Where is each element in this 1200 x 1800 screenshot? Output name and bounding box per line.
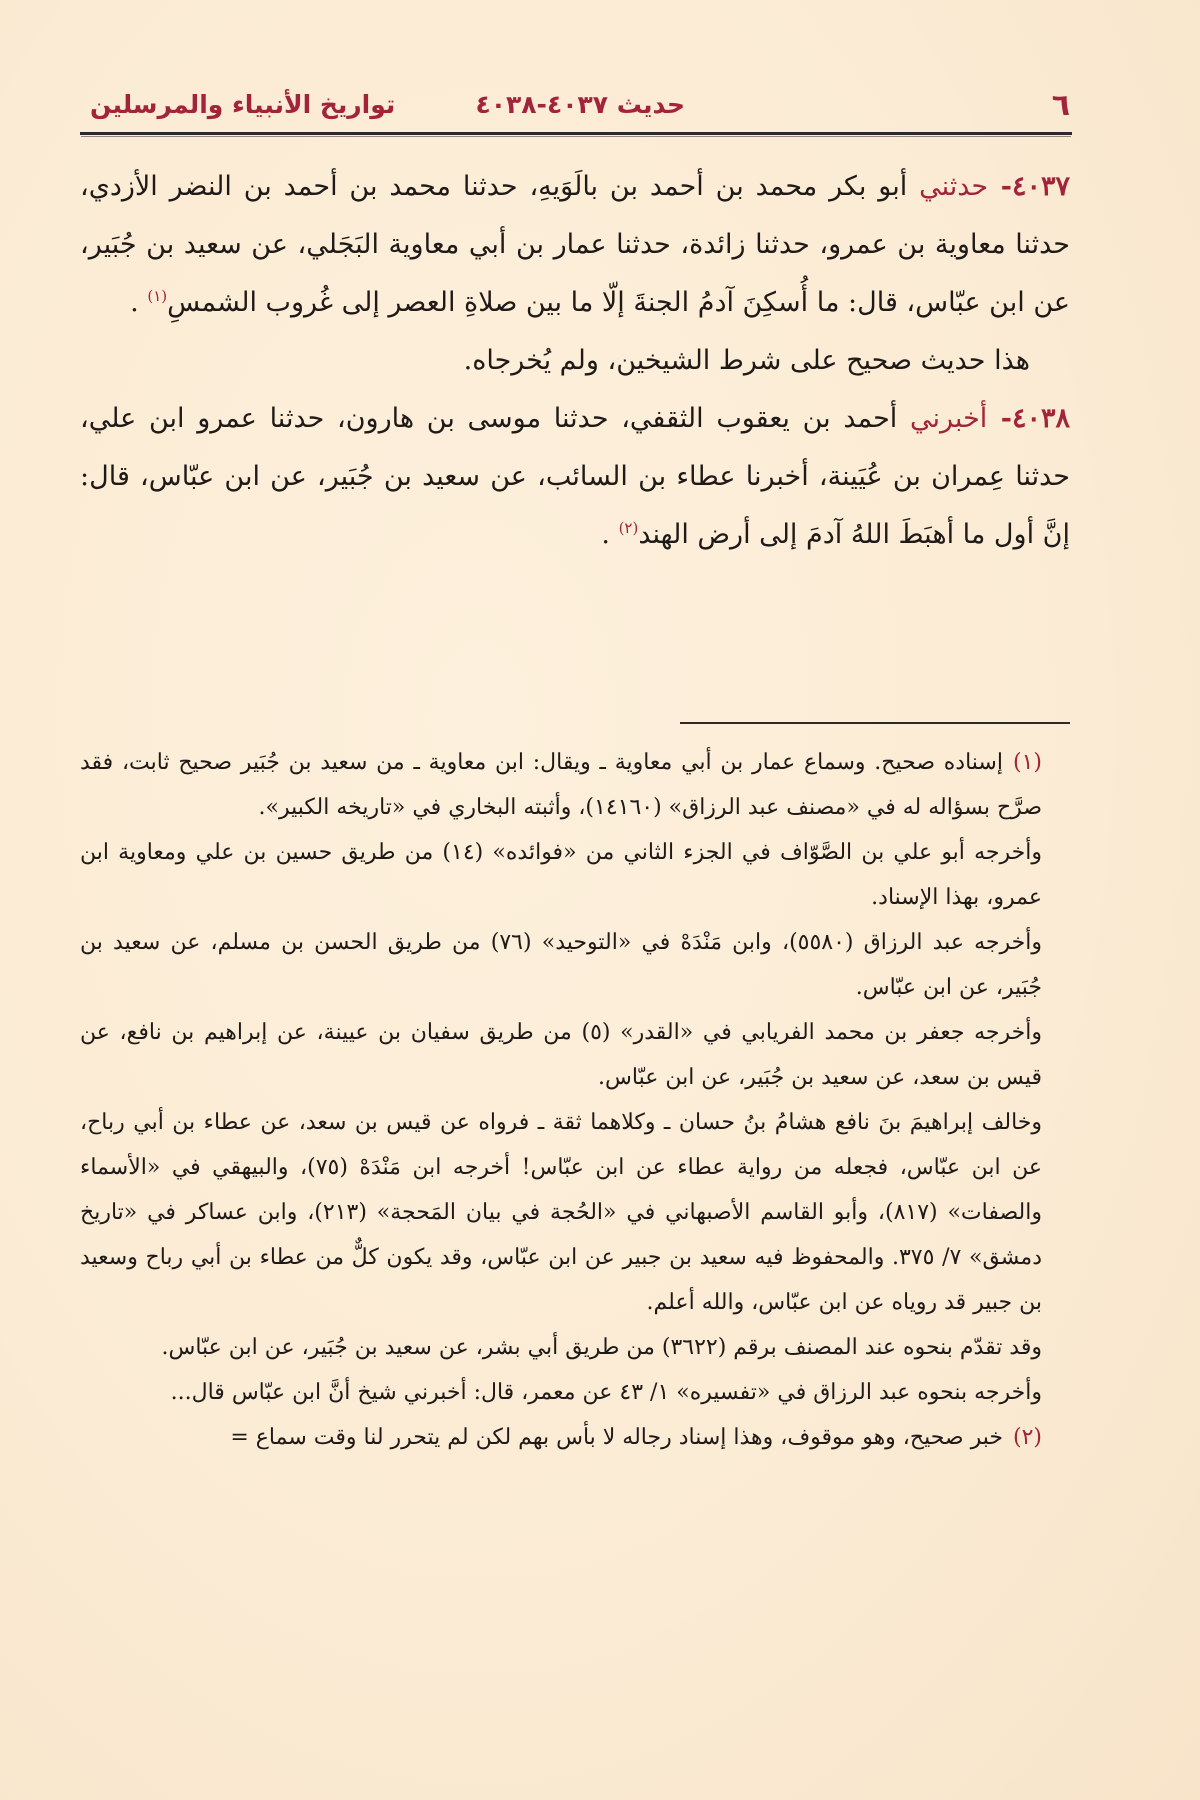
footnote-number: (٢): [1012, 1425, 1042, 1450]
hadith-text: أحمد بن يعقوب الثقفي، حدثنا موسى بن هارون، حدثنا عمرو ابن علي، حدثنا عِمران بن عُيَينة، أخبرنا عطاء بن السائب، عن سعيد بن جُبَير، عن ابن عبّاس، قال: إنَّ أول ما أهبَطَ اللهُ آدمَ إلى أرض الهند: [80, 403, 1070, 550]
footnote-paragraph: وأخرجه بنحوه عبد الرزاق في «تفسيره» ١/ ٤٣ عن معمر، قال: أخبرني شيخ أنَّ ابن عبّاس قال...: [170, 1380, 1042, 1405]
page-number: ٦: [1051, 88, 1070, 123]
footnote-paragraph: وخالف إبراهيمَ بنَ نافع هشامُ بنُ حسان ـ وكلاهما ثقة ـ فرواه عن قيس بن سعد، عن عطاء بن أبي رباح، عن ابن عبّاس، فجعله من رواية عطاء عن ابن عبّاس! أخرجه ابن مَنْدَهْ (٧٥)، والبيهقي في «الأسماء والصفات» (٨١٧)، وأبو القاسم الأصبهاني في «الحُجة في بيان المَحجة» (٢١٣)، وابن عساكر في «تاريخ دمشق» ٧/ ٣٧٥. والمحفوظ فيه سعيد بن جبير عن ابن عبّاس، وقد يكون كلٌّ من عطاء بن أبي رباح وسعيد بن جبير قد روياه عن ابن عبّاس، والله أعلم.: [80, 1110, 1043, 1315]
book-title: تواريخ الأنبياء والمرسلين: [90, 90, 396, 119]
running-header: [80, 88, 1070, 124]
hadith-number: ٤٠٣٨-: [987, 403, 1070, 434]
footnote-paragraph: وأخرجه عبد الرزاق (٥٥٨٠)، وابن مَنْدَهْ في «التوحيد» (٧٦) من طريق الحسن بن مسلم، عن سعيد بن جُبَير، عن ابن عبّاس.: [80, 930, 1042, 1000]
footnote-2: (٢)خبر صحيح، وهو موقوف، وهذا إسناد رجاله لا بأس بهم لكن لم يتحرر لنا وقت سماع =: [230, 1425, 1042, 1450]
footnote-ref-2[interactable]: (٢): [618, 519, 639, 537]
footnote-paragraph: وأخرجه جعفر بن محمد الفريابي في «القدر» (٥) من طريق سفيان بن عيينة، عن إبراهيم بن نافع، عن قيس بن سعد، عن سعيد بن جُبَير، عن ابن عبّاس.: [80, 1020, 1042, 1090]
hadith-4038: ٤٠٣٨- أخبرني أحمد بن يعقوب الثقفي، حدثنا موسى بن هارون، حدثنا عمرو ابن علي، حدثنا عِمران بن عُيَينة، أخبرنا عطاء بن السائب، عن سعيد بن جُبَير، عن ابن عبّاس، قال: إنَّ أول ما أهبَطَ اللهُ آدمَ إلى أرض الهند$^{(٢)}$ .: [80, 403, 1070, 550]
hadith-number: ٤٠٣٧-: [988, 171, 1070, 202]
transmission-verb: أخبرني: [910, 403, 988, 434]
header-rule: [80, 132, 1072, 135]
footnote-ref-1[interactable]: (١): [147, 287, 168, 305]
hadith-text: أبو بكر محمد بن أحمد بن بالَوَيهِ، حدثنا محمد بن أحمد بن النضر الأزدي، حدثنا معاوية بن عمرو، حدثنا زائدة، حدثنا عمار بن أبي معاوية البَجَلي، عن سعيد بن جُبَير، عن ابن عبّاس، قال: ما أُسكِنَ آدمُ الجنةَ إلّا ما بين صلاةِ العصر إلى غُروب الشمسِ: [80, 171, 1070, 318]
hadith-range: حديث ٤٠٣٧-٤٠٣٨: [475, 90, 685, 119]
footnote-1: (١)إسناده صحيح. وسماع عمار بن أبي معاوية ـ ويقال: ابن معاوية ـ من سعيد بن جُبَير صحيح ثابت، فقد صرَّح بسؤاله له في «مصنف عبد الرزاق» (١٤١٦٠)، وأثبته البخاري في «تاريخه الكبير».: [80, 750, 1042, 820]
footnote-separator: [680, 722, 1070, 724]
main-text: [80, 158, 1070, 564]
book-page: [80, 0, 1070, 1800]
footnote-paragraph: وأخرجه أبو علي بن الصَّوّاف في الجزء الثاني من «فوائده» (١٤) من طريق حسين بن علي ومعاوية ابن عمرو، بهذا الإسناد.: [80, 840, 1042, 910]
footnote-paragraph: وقد تقدّم بنحوه عند المصنف برقم (٣٦٢٢) من طريق أبي بشر، عن سعيد بن جُبَير، عن ابن عبّاس.: [161, 1335, 1042, 1360]
footnotes: [80, 740, 1070, 1460]
hadith-4037: ٤٠٣٧- حدثني أبو بكر محمد بن أحمد بن بالَوَيهِ، حدثنا محمد بن أحمد بن النضر الأزدي، حدثنا معاوية بن عمرو، حدثنا زائدة، حدثنا عمار بن أبي معاوية البَجَلي، عن سعيد بن جُبَير، عن ابن عبّاس، قال: ما أُسكِنَ آدمُ الجنةَ إلّا ما بين صلاةِ العصر إلى غُروب الشمسِ$^{(١)}$ .: [80, 171, 1070, 318]
footnote-number: (١): [1012, 750, 1042, 775]
transmission-verb: حدثني: [919, 171, 989, 202]
hadith-grading: هذا حديث صحيح على شرط الشيخين، ولم يُخرجاه.: [463, 345, 1030, 376]
